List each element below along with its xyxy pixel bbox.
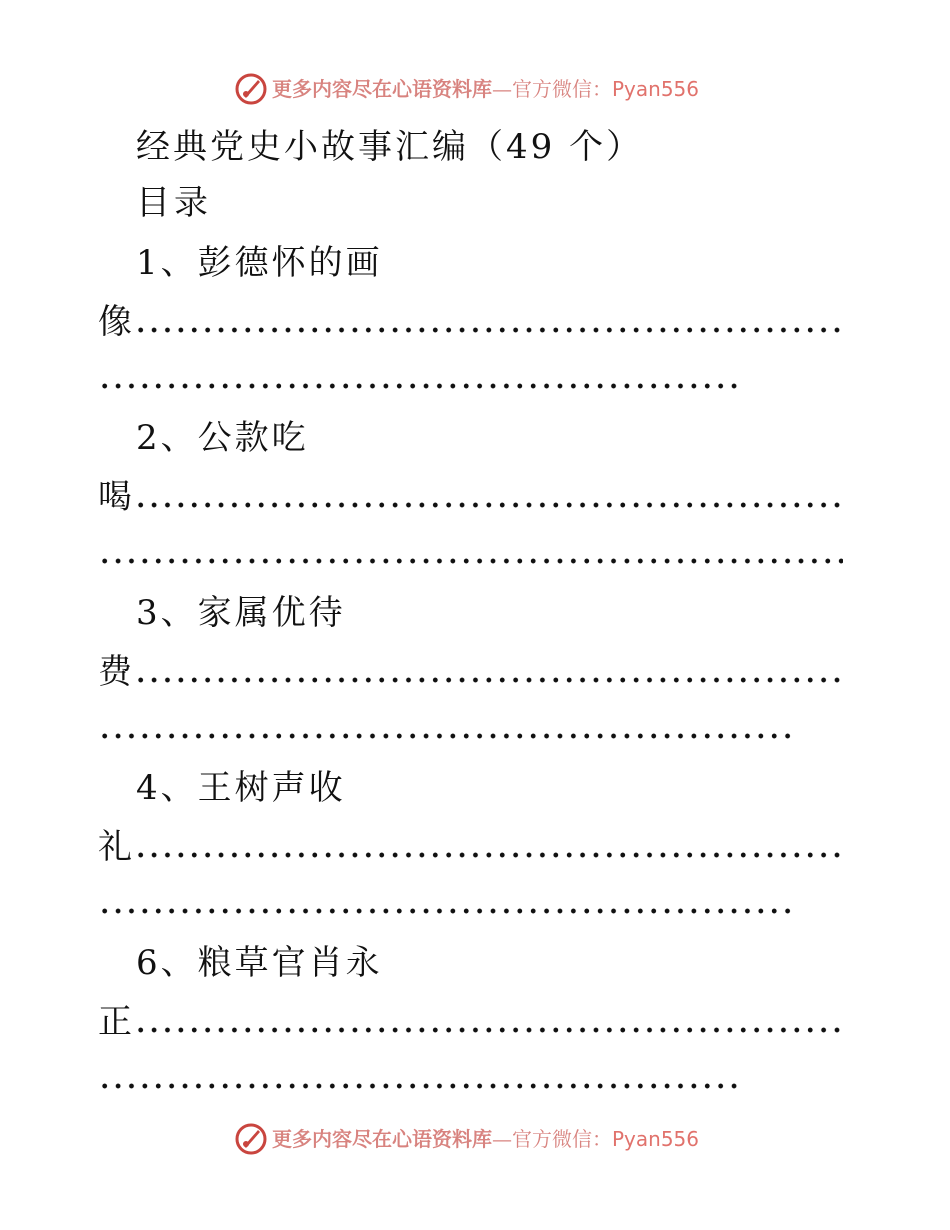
toc-entry-tail: 费 [98, 652, 132, 692]
banner-wechat-id: Pyan556 [612, 77, 700, 101]
header-banner [0, 70, 950, 110]
quill-logo-icon [234, 72, 268, 106]
leader-dots [98, 558, 843, 564]
leader-dots [134, 327, 843, 333]
banner-dash: — [492, 77, 512, 101]
leader-dots [134, 852, 843, 858]
banner-dash: — [492, 1127, 512, 1151]
leader-dots [98, 733, 791, 739]
toc-entry-tail: 礼 [98, 827, 132, 867]
toc-entry-title[interactable]: 1、彭德怀的画 [136, 243, 383, 283]
leader-dots [98, 908, 791, 914]
banner-text: 更多内容尽在心语资料库 [272, 1127, 492, 1151]
toc-entry-title[interactable]: 4、王树声收 [136, 768, 346, 808]
toc-entry-tail: 正 [98, 1002, 132, 1042]
toc-entry-title[interactable]: 3、家属优待 [136, 593, 346, 633]
document-title: 经典党史小故事汇编（49 个） [136, 127, 644, 167]
banner-wechat-label: 官方微信： [512, 1127, 612, 1151]
banner-wechat-label: 官方微信： [512, 77, 612, 101]
toc-entry-tail: 像 [98, 302, 132, 342]
leader-dots [134, 502, 843, 508]
leader-dots [98, 383, 738, 389]
toc-entry-title[interactable]: 6、粮草官肖永 [136, 943, 383, 983]
quill-logo-icon [234, 1122, 268, 1156]
toc-entry-title[interactable]: 2、公款吃 [136, 418, 309, 458]
toc-entry-tail: 喝 [98, 477, 132, 517]
leader-dots [98, 1083, 738, 1089]
banner-wechat-id: Pyan556 [612, 1127, 700, 1151]
leader-dots [134, 1027, 843, 1033]
leader-dots [134, 677, 843, 683]
footer-banner [0, 1120, 950, 1160]
toc-heading: 目录 [136, 183, 212, 223]
banner-text: 更多内容尽在心语资料库 [272, 77, 492, 101]
